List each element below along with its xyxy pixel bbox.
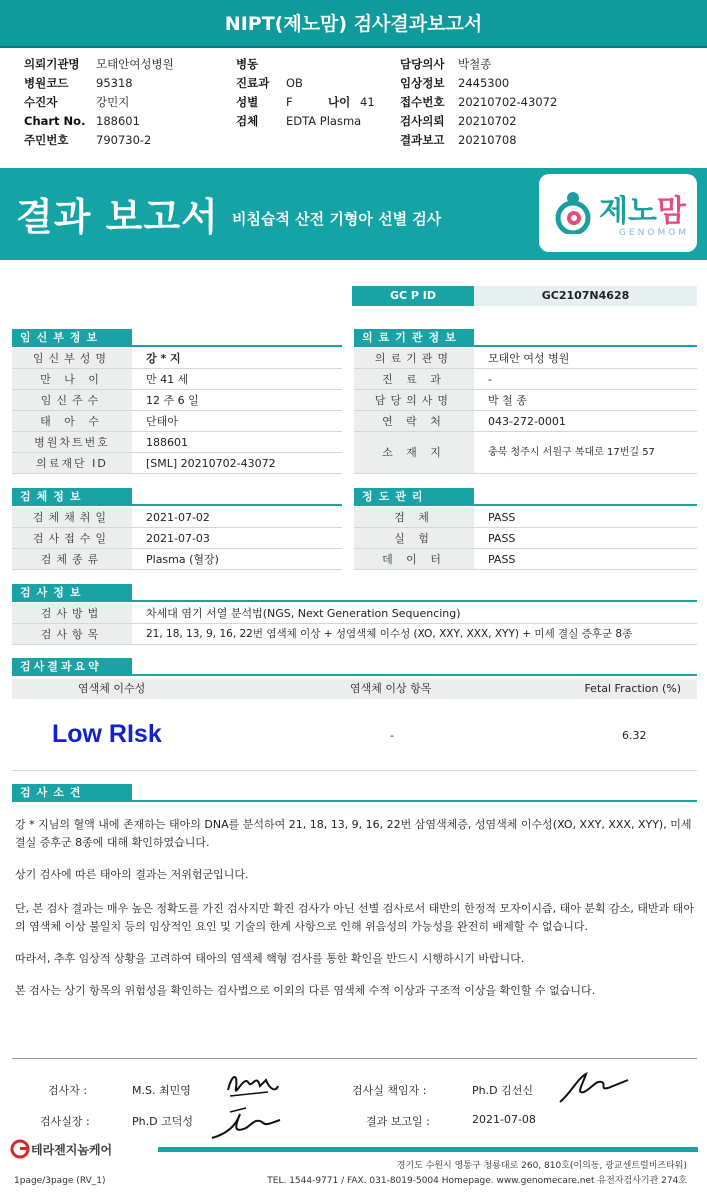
info-value: 20210708	[458, 133, 517, 147]
summary-col-aneuploidy: 염색체 이수성	[78, 682, 146, 695]
info-value: 95318	[96, 76, 133, 90]
table-row: 검사항목 21, 18, 13, 9, 16, 22번 염색체 이상 + 성염색체 이수성 (XO, XXY, XXX, XYY) + 미세 결실 증후군 8종	[12, 624, 697, 645]
section-divider	[12, 800, 697, 802]
lab-head-value: Ph.D 김선신	[472, 1084, 533, 1097]
section-findings-header: 검사소견	[12, 784, 132, 802]
table-row: 검사접수일 2021-07-03	[12, 528, 342, 549]
info-value: 20210702	[458, 114, 517, 128]
gcpid-row	[352, 286, 697, 306]
pregnant-table	[12, 348, 342, 474]
section-summary-header: 검사결과요약	[12, 658, 132, 676]
divider	[12, 770, 697, 771]
info-value: F	[286, 95, 293, 109]
info-label: 수진자	[24, 95, 58, 109]
section-qc-header: 정도관리	[354, 488, 474, 506]
findings-paragraph: 단, 본 검사 결과는 매우 높은 정확도를 가진 검사지만 확진 검사가 아닌 선별 검사로서 태반의 한정적 모자이시즘, 태아 분획 감소, 태반과 태아의 염색체 이상 불일치 등의 임상적인 요인 및 기술의 한계 사항으로 인해 위음성의 가능성을 완전히 배제할 수 없습니다.	[15, 902, 694, 933]
table-row: 데 이 터 PASS	[354, 549, 697, 570]
summary-col-abnormal: 염색체 이상 항목	[350, 682, 432, 695]
report-date-value: 2021-07-08	[472, 1113, 536, 1126]
info-label: 병동	[236, 57, 259, 71]
info-label: Chart No.	[24, 114, 86, 128]
info-label: 임상정보	[400, 76, 445, 90]
info-label: 담당의사	[400, 57, 445, 71]
findings-paragraph: 본 검사는 상기 항목의 위험성을 확인하는 검사법으로 이외의 다른 염색체 수적 이상과 구조적 이상을 확인할 수 없습니다.	[15, 984, 596, 997]
risk-result: Low RIsk	[52, 720, 162, 748]
terragen-logo-icon	[10, 1139, 30, 1159]
signature-tester-icon	[222, 1068, 282, 1104]
findings-paragraph: 따라서, 추후 임상적 상황을 고려하여 태아의 염색체 핵형 검사를 통한 확인을 반드시 시행하시기 바랍니다.	[15, 952, 525, 965]
logo-text: 제노맘	[599, 194, 686, 229]
tester-label: 검사자 :	[48, 1084, 88, 1097]
findings-paragraph: 강 * 지님의 혈액 내에 존재하는 태아의 DNA를 분석하여 21, 18, 13, 9, 16, 22번 삼염색체증, 성염색체 이수성(XO, XXY, XXX, XYY), 미세 결실 증후군 8종에 대해 확인하였습니다.	[15, 818, 692, 849]
footer-contact: TEL. 1544-9771 / FAX. 031-8019-5004 Homepage. www.genomecare.net 유전자검사기관 274호	[267, 1176, 687, 1186]
table-row: 소 재 지 충북 청주시 서원구 복대로 17번길 57	[354, 432, 697, 474]
info-value: EDTA Plasma	[286, 114, 362, 128]
signature-lab-director-icon	[206, 1104, 286, 1144]
info-value: OB	[286, 76, 303, 90]
banner-title: 결과 보고서	[16, 195, 219, 239]
info-label: 성별	[236, 95, 259, 109]
banner-subtitle: 비침습적 산전 기형아 선별 검사	[232, 210, 442, 228]
summary-col-fetal-fraction: Fetal Fraction (%)	[584, 682, 681, 695]
age-value: 41	[360, 95, 375, 109]
footer-address: 경기도 수원시 영통구 청룡대로 260, 810호(이의동, 광교센트럴비즈타워)	[396, 1161, 687, 1171]
company-name: 테라젠지놈케어	[31, 1143, 113, 1157]
section-divider	[12, 504, 342, 506]
table-row: 임신주수 12 주 6 일	[12, 390, 342, 411]
info-value: 790730-2	[96, 133, 152, 147]
table-row: 검 체 PASS	[354, 507, 697, 528]
table-row: 만 나 이 만 41 세	[12, 369, 342, 390]
lab-director-value: Ph.D 고덕성	[132, 1115, 193, 1128]
table-row: 태 아 수 단태아	[12, 411, 342, 432]
table-row: 검사방법 차세대 염기 서열 분석법(NGS, Next Generation Sequencing)	[12, 603, 697, 624]
table-row: 연 락 처 043-272-0001	[354, 411, 697, 432]
table-row: 진 료 과 -	[354, 369, 697, 390]
genomom-logo	[539, 174, 697, 252]
info-label: 병원코드	[24, 76, 69, 90]
info-label: 주민번호	[24, 133, 69, 147]
lab-director-label: 검사실장 :	[40, 1115, 90, 1128]
lab-head-label: 검사실 책임자 :	[352, 1084, 427, 1097]
info-value: 188601	[96, 114, 140, 128]
institution-table	[354, 348, 697, 474]
info-value: 2445300	[458, 76, 510, 90]
info-value: 박철종	[458, 57, 492, 71]
logo-subtext: GENOMOM	[619, 228, 690, 238]
findings-text	[15, 816, 695, 1014]
section-specimen-header: 검체정보	[12, 488, 132, 506]
info-label: 진료과	[236, 76, 270, 90]
info-label: 의뢰기관명	[24, 57, 80, 71]
tester-value: M.S. 최민영	[132, 1084, 191, 1097]
section-divider	[354, 504, 697, 506]
table-row: 임신부성명 강 * 지	[12, 348, 342, 369]
info-label: 결과보고	[400, 133, 445, 147]
section-divider	[354, 345, 697, 347]
report-date-label: 결과 보고일 :	[366, 1115, 430, 1128]
table-row: 의료기관명 모태안 여성 병원	[354, 348, 697, 369]
report-banner	[0, 168, 707, 260]
info-label: 검사의뢰	[400, 114, 445, 128]
divider	[12, 1058, 697, 1059]
section-institution-header: 의료기관정보	[354, 329, 474, 347]
qc-table	[354, 507, 697, 570]
table-row: 실 험 PASS	[354, 528, 697, 549]
section-divider	[12, 345, 342, 347]
info-label: 검체	[236, 114, 259, 128]
table-row: 검체종류 Plasma (혈장)	[12, 549, 342, 570]
age-label: 나이	[328, 95, 351, 109]
table-row: 병원차트번호 188601	[12, 432, 342, 453]
abnormal-value: -	[390, 729, 394, 742]
section-divider	[12, 674, 697, 676]
table-row: 의료재단 ID [SML] 20210702-43072	[12, 453, 342, 474]
info-label: 접수번호	[400, 95, 445, 109]
test-table	[12, 603, 697, 645]
specimen-table	[12, 507, 342, 570]
section-pregnant-header: 임신부정보	[12, 329, 132, 347]
findings-paragraph: 상기 검사에 따른 태아의 결과는 저위험군입니다.	[15, 868, 249, 881]
gcpid-label: GC P ID	[352, 286, 474, 306]
page-number: 1page/3page (RV_1)	[14, 1176, 106, 1186]
footer-bar	[158, 1147, 698, 1152]
summary-header-row	[12, 679, 697, 699]
signature-lab-head-icon	[556, 1068, 632, 1108]
fetal-fraction-value: 6.32	[622, 729, 647, 742]
section-test-header: 검사정보	[12, 584, 132, 602]
info-value: 모태안여성병원	[96, 57, 174, 71]
info-value: 강민지	[96, 95, 130, 109]
gcpid-value: GC2107N4628	[474, 286, 697, 306]
info-value: 20210702-43072	[458, 95, 558, 109]
page-title: NIPT(제노맘) 검사결과보고서	[0, 0, 707, 48]
table-row: 검체채취일 2021-07-02	[12, 507, 342, 528]
table-row: 담당의사명 박 철 종	[354, 390, 697, 411]
genomom-mark-icon	[553, 190, 593, 234]
section-divider	[12, 600, 697, 602]
